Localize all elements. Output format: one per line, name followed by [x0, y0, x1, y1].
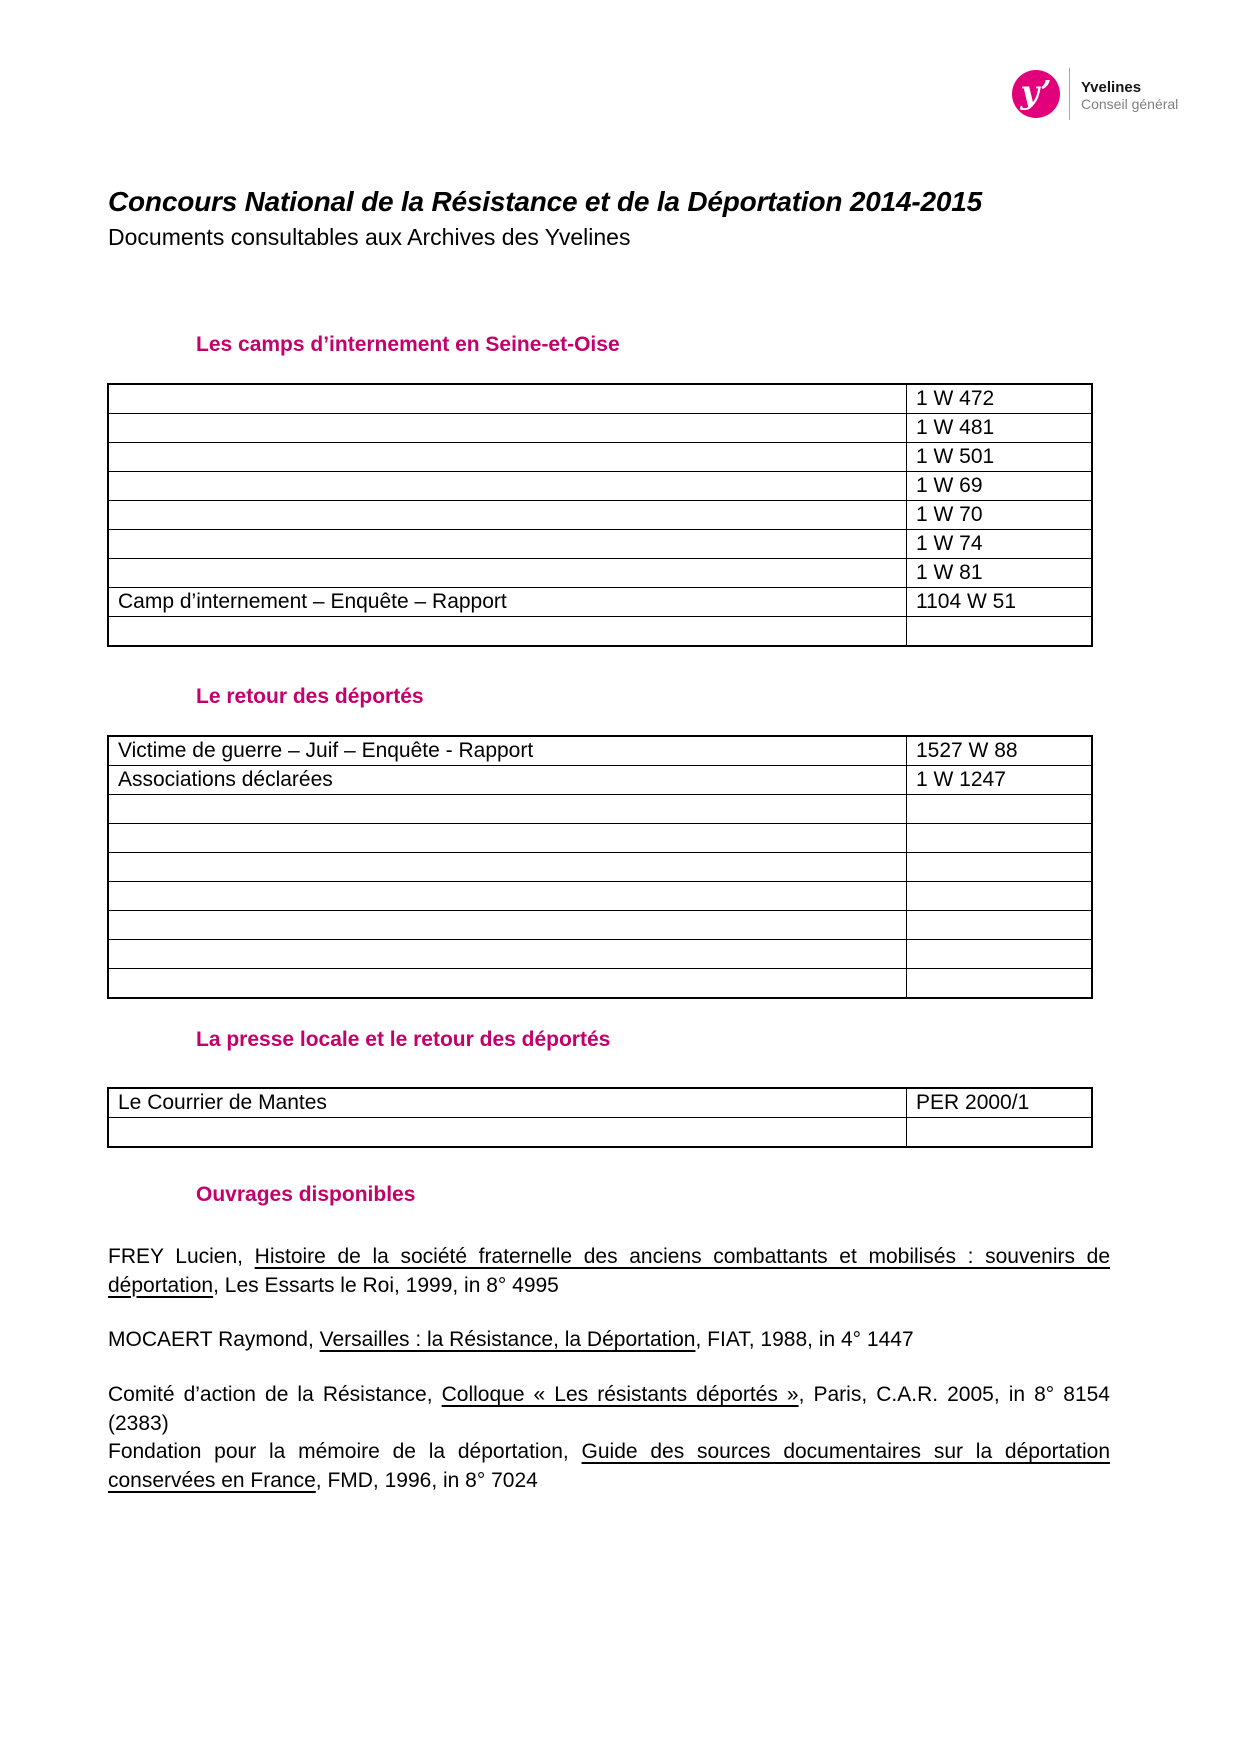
cote-cell: 1104 W 51 — [907, 588, 1093, 617]
camps-table — [107, 383, 1093, 647]
bib-author: Fondation pour la mémoire de la déportation, — [108, 1440, 582, 1463]
document-label-cell — [108, 501, 907, 530]
table-row — [108, 766, 1092, 795]
table-row — [108, 530, 1092, 559]
table-row — [108, 384, 1092, 414]
logo-name: Yvelines — [1081, 78, 1142, 96]
cote-cell — [907, 882, 1093, 911]
document-label-cell — [108, 824, 907, 853]
table-row — [108, 617, 1092, 647]
table-row — [108, 588, 1092, 617]
document-label-cell — [108, 617, 907, 647]
document-label-cell: Camp d’internement – Enquête – Rapport — [108, 588, 907, 617]
table-row — [108, 736, 1092, 766]
bib-title-underlined: Versailles : la Résistance, la Déportation — [319, 1328, 696, 1351]
document-label-cell — [108, 882, 907, 911]
section-heading-ouvrages: Ouvrages disponibles — [196, 1183, 416, 1206]
table-row — [108, 414, 1092, 443]
table-row — [108, 472, 1092, 501]
logo-mark: y’ — [1020, 73, 1052, 111]
table-row — [108, 1088, 1092, 1118]
bibliography-entry — [108, 1243, 1110, 1300]
table-row — [108, 443, 1092, 472]
cote-cell: PER 2000/1 — [907, 1088, 1093, 1118]
cote-cell: 1527 W 88 — [907, 736, 1093, 766]
document-label-cell — [108, 940, 907, 969]
table-row — [108, 882, 1092, 911]
document-label-cell — [108, 911, 907, 940]
cote-cell: 1 W 70 — [907, 501, 1093, 530]
presse-table — [107, 1087, 1093, 1148]
document-label-cell — [108, 969, 907, 999]
document-label-cell — [108, 384, 907, 414]
table-row — [108, 853, 1092, 882]
bib-publication-info: , FMD, 1996, in 8° 7024 — [315, 1468, 538, 1492]
bib-title-underlined: Histoire de la société fraternelle des anciens combattants et mobilisés : souvenirs de déportation — [108, 1245, 1111, 1297]
bib-title-underlined: Guide des sources documentaires sur la déportation conservées en France — [108, 1440, 1110, 1492]
logo-subname: Conseil général — [1081, 95, 1179, 112]
bib-author: MOCAERT Raymond, — [108, 1328, 320, 1351]
cote-cell — [907, 940, 1093, 969]
bib-publication-info: , FIAT, 1988, in 4° 1447 — [695, 1328, 914, 1351]
cote-cell: 1 W 74 — [907, 530, 1093, 559]
page-title: Concours National de la Résistance et de la Déportation 2014-2015 — [108, 186, 982, 217]
cote-cell: 1 W 472 — [907, 384, 1093, 414]
document-label-cell: Associations déclarées — [108, 766, 907, 795]
bibliography-entry — [108, 1438, 1110, 1495]
table-row — [108, 1118, 1092, 1148]
table-row — [108, 559, 1092, 588]
cote-cell: 1 W 1247 — [907, 766, 1093, 795]
table-row — [108, 795, 1092, 824]
document-label-cell — [108, 530, 907, 559]
section-heading-camps: Les camps d’internement en Seine-et-Oise — [196, 333, 620, 356]
section-heading-presse: La presse locale et le retour des déportés — [196, 1028, 611, 1051]
cote-cell: 1 W 81 — [907, 559, 1093, 588]
cote-cell: 1 W 481 — [907, 414, 1093, 443]
table-row — [108, 911, 1092, 940]
cote-cell: 1 W 69 — [907, 472, 1093, 501]
document-label-cell — [108, 1118, 907, 1148]
cote-cell — [907, 795, 1093, 824]
yvelines-logo — [1012, 68, 1178, 120]
table-row — [108, 969, 1092, 999]
bib-publication-info: , Les Essarts le Roi, 1999, in 8° 4995 — [213, 1273, 559, 1297]
table-row — [108, 824, 1092, 853]
document-label-cell — [108, 443, 907, 472]
section-heading-retour: Le retour des déportés — [196, 685, 424, 708]
bib-author: FREY Lucien, — [108, 1245, 255, 1268]
yvelines-logo-icon — [1012, 70, 1060, 118]
cote-cell — [907, 617, 1093, 647]
document-label-cell — [108, 853, 907, 882]
document-label-cell — [108, 414, 907, 443]
cote-cell — [907, 969, 1093, 999]
cote-cell — [907, 824, 1093, 853]
bibliography-entry — [108, 1326, 1110, 1355]
cote-cell: 1 W 501 — [907, 443, 1093, 472]
bibliography-entry — [108, 1381, 1110, 1438]
bib-publication-info: , Paris, C.A.R. 2005, in 8° 8154 (2383) — [108, 1383, 1110, 1435]
retour-table — [107, 735, 1093, 999]
cote-cell — [907, 853, 1093, 882]
page-subtitle: Documents consultables aux Archives des Yvelines — [108, 224, 631, 250]
table-row — [108, 940, 1092, 969]
cote-cell — [907, 911, 1093, 940]
table-row — [108, 501, 1092, 530]
document-label-cell: Le Courrier de Mantes — [108, 1088, 907, 1118]
bib-author: Comité d’action de la Résistance, — [108, 1383, 442, 1406]
logo-text-block — [1081, 77, 1178, 112]
document-label-cell: Victime de guerre – Juif – Enquête - Rapport — [108, 736, 907, 766]
document-label-cell — [108, 472, 907, 501]
bib-title-underlined: Colloque « Les résistants déportés » — [441, 1383, 799, 1406]
document-label-cell — [108, 559, 907, 588]
logo-separator — [1069, 68, 1070, 120]
cote-cell — [907, 1118, 1093, 1148]
document-label-cell — [108, 795, 907, 824]
